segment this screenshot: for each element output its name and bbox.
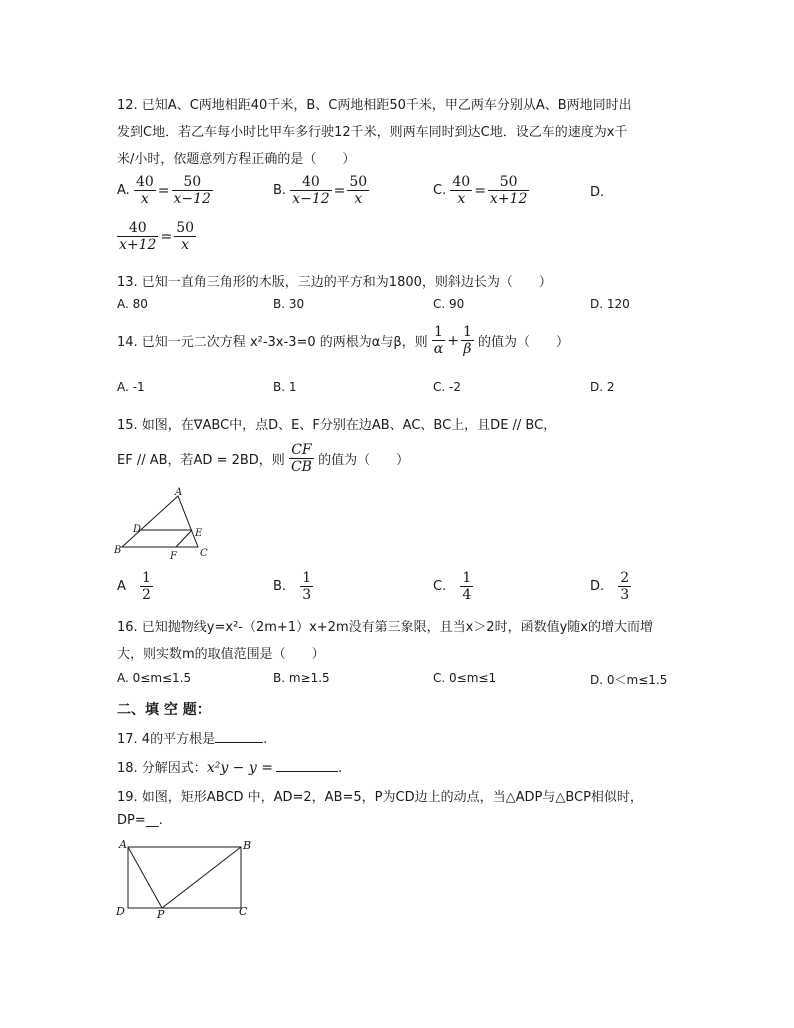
q16-option-d: D. 0＜m≤1.5 [590, 673, 668, 687]
fraction: $\frac{1}{2}$ [142, 570, 151, 604]
fraction: $\frac{50}{x-12}$ [173, 174, 211, 208]
q16-option-b: B. m≥1.5 [273, 671, 330, 685]
q14-stem: 14. 已知一元二次方程 x²-3x-3=0 的两根为α与β，则 $\frac{1}{\alpha}$ + $\frac{1}{\beta}$ 的值为（ ） [117, 324, 570, 358]
triangle-abc [122, 496, 198, 547]
vertex-b-label: B [114, 545, 122, 556]
answer-blank[interactable] [276, 771, 338, 772]
section-2-heading: 二、填 空 题： [117, 702, 211, 718]
q17-end: . [263, 732, 268, 747]
fraction: $\frac{50}{x+12}$ [489, 174, 528, 208]
q14-option-b: B. 1 [273, 380, 297, 394]
q12-option-a: A. $\frac{40}{x}$ = $\frac{50}{x-12}$ [117, 174, 211, 208]
q12-line-1: 12. 已知A、C两地相距40千米，B、C两地相距50千米，甲乙两车分别从A、B两地同时出 [117, 98, 632, 113]
fraction: $\frac{40}{x}$ [135, 174, 154, 208]
fraction: $\frac{1}{4}$ [462, 570, 472, 604]
q14-option-d: D. 2 [590, 380, 615, 394]
q15-line-1: 15. 如图，在∇ABC中，点D、E、F分别在边AB、AC、BC上，且DE // BC， [117, 418, 557, 433]
q18-end: . [337, 761, 343, 776]
vertex-d-label: D [116, 905, 125, 918]
q14-option-c: C. -2 [433, 380, 461, 394]
q16-option-c: C. 0≤m≤1 [433, 671, 497, 685]
vertex-b-label: B [243, 839, 252, 852]
q18-text: 18. 分解因式： [117, 761, 207, 776]
answer-blank[interactable] [215, 742, 263, 743]
q15-line-2 [117, 442, 409, 475]
q18 [117, 757, 342, 776]
vertex-c-label: C [200, 548, 208, 559]
segment-ap [128, 847, 162, 908]
fraction: $\frac{40}{x}$ [452, 174, 471, 208]
q17 [117, 728, 267, 747]
q14-stem-pre: 14. 已知一元二次方程 x²-3x-3=0 的两根为α与β，则 [117, 335, 428, 351]
option-label: C. [433, 183, 447, 199]
q18-expression: x²y − y = [206, 760, 273, 776]
fraction: $\frac{40}{x+12}$ [119, 220, 157, 254]
option-label: D. [590, 579, 605, 595]
q15-line-2-post: 的值为（ ） [318, 453, 410, 469]
segment-bp [162, 847, 241, 908]
vertex-d-label: D [133, 524, 142, 535]
q12-option-d-label: D. [590, 185, 605, 200]
vertex-f-label: F [170, 551, 177, 562]
q15-option-a [117, 570, 153, 603]
fraction: $\frac{40}{x-12}$ [292, 174, 330, 208]
option-label: A. [117, 183, 130, 199]
option-label: C. [433, 579, 447, 595]
vertex-a-label: A [119, 838, 127, 851]
fraction: $\frac{50}{x}$ [176, 220, 195, 254]
q15-option-c [433, 570, 473, 603]
fraction: $\frac{CF}{CB}$ [290, 442, 312, 476]
option-label: B. [273, 579, 287, 595]
q19-rectangle-figure [112, 836, 262, 922]
q13-option-d: D. 120 [590, 297, 630, 311]
q14-option-a: A. -1 [117, 380, 145, 394]
option-label: A [117, 579, 126, 595]
q15-line-2-pre: EF // AB，若AD = 2BD，则 [117, 453, 285, 469]
fraction: $\frac{1}{\alpha}$ [433, 324, 444, 358]
fraction: $\frac{1}{3}$ [302, 570, 312, 604]
vertex-e-label: E [195, 528, 203, 539]
q16-line-1: 16. 已知抛物线y=x²-（2m+1）x+2m没有第三象限，且当x＞2时，函数值y随x的增大而增 [117, 620, 653, 635]
q15-option-d [590, 570, 631, 603]
q13-option-c: C. 90 [433, 297, 465, 311]
q12-line-3: 米/小时，依题意列方程正确的是（ ） [117, 152, 356, 167]
q12-line-2: 发到C地．若乙车每小时比甲车多行驶12千米，则两车同时到达C地．设乙车的速度为x千 [117, 125, 628, 140]
q13-option-b: B. 30 [273, 297, 305, 311]
q16-option-a: A. 0≤m≤1.5 [117, 671, 192, 685]
vertex-a-label: A [175, 487, 183, 498]
fraction: $\frac{50}{x}$ [349, 174, 368, 208]
q14-stem-post: 的值为（ ） [478, 335, 570, 351]
q15-option-b [273, 570, 313, 603]
fraction: $\frac{1}{\beta}$ [462, 324, 472, 358]
q13-option-a: A. 80 [117, 297, 148, 311]
q17-text: 17. 4的平方根是 [117, 732, 216, 747]
q16-line-2: 大，则实数m的取值范围是（ ） [117, 647, 325, 662]
q15-triangle-figure [112, 484, 212, 564]
q12-option-d: $\frac{40}{x+12}$ = $\frac{50}{x}$ [119, 220, 195, 254]
q13-stem: 13. 已知一直角三角形的木版，三边的平方和为1800，则斜边长为（ ） [117, 275, 552, 290]
vertex-p-label: P [157, 908, 165, 921]
q19-line-2: DP=__. [117, 813, 163, 828]
q12-option-c: C. $\frac{40}{x}$ = $\frac{50}{x+12}$ [433, 174, 528, 208]
option-label: B. [273, 183, 287, 199]
segment-ef [176, 530, 192, 547]
q19-line-1: 19. 如图，矩形ABCD 中，AD=2，AB=5，P为CD边上的动点，当△ADP与△BCP相似时， [117, 790, 643, 805]
vertex-c-label: C [239, 905, 248, 918]
q12-option-b: B. $\frac{40}{x-12}$ = $\frac{50}{x}$ [273, 174, 368, 208]
fraction: $\frac{2}{3}$ [620, 570, 630, 604]
